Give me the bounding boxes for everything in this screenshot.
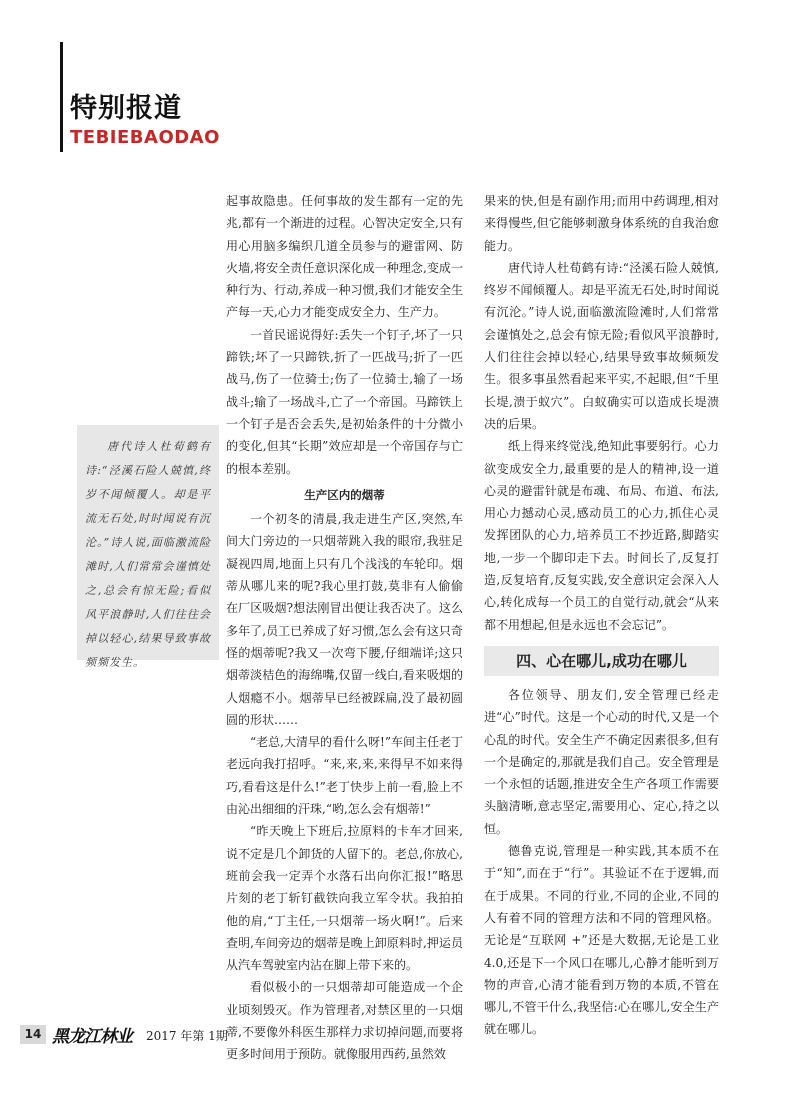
section-title: 特别报道	[70, 93, 182, 124]
page-number: 14	[20, 1025, 46, 1044]
pull-quote-box	[77, 425, 219, 669]
paragraph: 一个初冬的清晨,我走进生产区,突然,车间大门旁边的一只烟蒂跳入我的眼帘,我驻足凝视四周,地面上只有几个浅浅的车轮印。烟蒂从哪儿来的呢?我心里打鼓,莫非有人偷偷在厂区吸烟?想法刚冒出便让我否决了。这么多年了,员工已养成了好习惯,怎么会有这只奇怪的烟蒂呢?我又一次弯下腰,仔细端详;这只烟蒂淡桔色的海绵嘴,仅留一线白,看来吸烟的人烟瘾不小。烟蒂早已经被踩扁,没了最初圆圆的形状……	[226, 512, 463, 727]
article-column-middle	[226, 190, 463, 1066]
magazine-logo: 黑龙江林业	[52, 1027, 132, 1047]
paragraph: 纸上得来终觉浅,绝知此事要躬行。心力欲变成安全力,最重要的是人的精神,设一道心灵的避雷针就是布魂、布局、布道、布法,用心力撼动心灵,感动员工的心力,抓住心灵发挥团队的心力,培养员工不抄近路,脚踏实地,一步一个脚印走下去。时间长了,反复打造,反复培育,反复实践,安全意识定会深入人心,转化成每一个员工的自觉行动,就会“从来都不用想起,但是永远也不会忘记”。	[484, 439, 719, 632]
paragraph: 看似极小的一只烟蒂却可能造成一个企业顷刻毁灭。作为管理者,对禁区里的一只烟蒂,不要像外科医生那样力求切掉问题,而要将更多时间用于预防。就像服用西药,虽然效	[226, 980, 463, 1062]
paragraph: 德鲁克说,管理是一种实践,其本质不在于“知”,而在于“行”。其验证不在于逻辑,而在于成果。不同的行业,不同的企业,不同的人有着不同的管理方法和不同的管理风格。无论是“互联网 +”还是大数据,无论是工业4.0,还是下一个风口在哪儿,心静才能听到万物的声音,心清才能看到万物的本质,不管在哪儿,不管干什么,我坚信:心在哪儿,安全生产就在哪儿。	[484, 844, 719, 1037]
paragraph: 唐代诗人杜荀鹤有诗:“泾溪石险人兢慎,终岁不闻倾覆人。却是平流无石处,时时闻说有沉沦。”诗人说,面临激流险滩时,人们常常会谨慎处之,总会有惊无险;看似风平浪静时,人们往往会掉以轻心,结果导致事故频频发生。很多事虽然看起来平实,不起眼,但“千里长堤,溃于蚁穴”。白蚁确实可以造成长堤溃决的后果。	[484, 260, 719, 431]
paragraph: “老总,大清早的看什么呀!”车间主任老丁老远向我打招呼。“来,来,来,来得早不如来得巧,看看这是什么!”老丁快步上前一看,脸上不由沁出细细的汗珠,“哟,怎么会有烟蒂!”	[226, 735, 463, 817]
section-subtitle: TEBIEBAODAO	[70, 127, 220, 148]
issue-label: 2017 年第 1期	[146, 1029, 228, 1043]
paragraph: “昨天晚上下班后,拉原料的卡车才回来,说不定是几个卸货的人留下的。老总,你放心,班前会我一定弄个水落石出向你汇报!”略思片刻的老丁斩钉截铁向我立军令状。我拍拍他的肩,“丁主任,一只烟蒂一场火啊!”。后来查明,车间旁边的烟蒂是晚上卸原料时,押运员从汽车驾驶室内沾在脚上带下来的。	[226, 824, 463, 973]
paragraph: 各位领导、朋友们,安全管理已经走进“心”时代。这是一个心动的时代,又是一个心乱的时代。安全生产不确定因素很多,但有一个是确定的,那就是我们自己。安全管理是一个永恒的话题,推进安全生产各项工作需要头脑清晰,意志坚定,需要用心、定心,持之以恒。	[484, 687, 719, 836]
section-heading: 生产区内的烟蒂	[304, 487, 385, 502]
paragraph: 起事故隐患。任何事故的发生都有一定的先兆,都有一个渐进的过程。心智决定安全,只有用心用脑多编织几道全员参与的避雷网、防火墙,将安全责任意识深化成一种理念,变成一种行为、行动,养成一种习惯,我们才能安全生产每一天,心力才能变成安全力、生产力。	[226, 194, 463, 320]
pull-quote-text: 唐代诗人杜荀鹤有诗:“泾溪石险人兢慎,终岁不闻倾覆人。却是平流无石处,时时闻说有沉沦。”诗人说,面临激流险滩时,人们常常会谨慎处之,总会有惊无险;看似风平浪静时,人们往往会掉以轻心,结果导致事故频频发生。	[85, 440, 211, 669]
paragraph: 一首民谣说得好:丢失一个钉子,坏了一只蹄铁;坏了一只蹄铁,折了一匹战马;折了一匹战马,伤了一位骑士;伤了一位骑士,输了一场战斗;输了一场战斗,亡了一个帝国。马蹄铁上一个钉子是否会丢失,是初始条件的十分微小的变化,但其“长期”效应却是一个帝国存与亡的根本差别。	[226, 327, 463, 476]
header-accent-bar	[60, 42, 63, 152]
section-heading: 四、心在哪儿,成功在哪儿	[484, 646, 719, 676]
paragraph: 果来的快,但是有副作用;而用中药调理,相对来得慢些,但它能够刺激身体系统的自我治愈能力。	[484, 194, 719, 253]
article-column-right	[484, 190, 719, 1041]
